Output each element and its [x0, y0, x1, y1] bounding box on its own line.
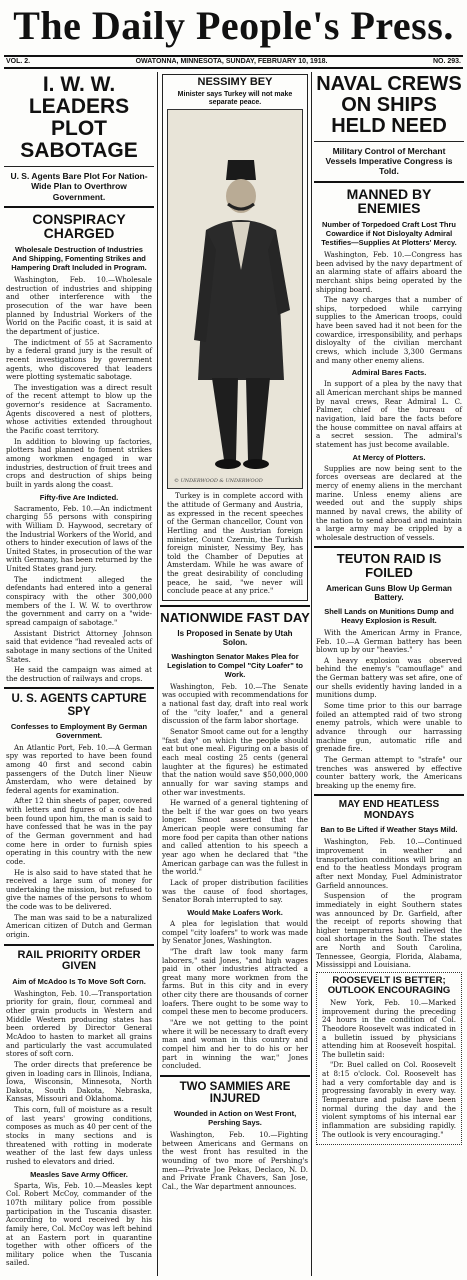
paragraph: The navy charges that a number of ships, torpedoed while carrying supplies to the American troops, could have been saved had it not been for the cowardice, irresponsibility, and perhaps disloyalty of the civilian merchant crews, which include 3,300 Germans and many other enemy aliens. [316, 295, 462, 365]
photo-feature [162, 74, 308, 601]
column-divider [157, 72, 158, 1276]
section-subhead: Would Make Loafers Work. [187, 907, 283, 917]
headline-spy: U. S. AGENTS CAPTURE SPY [11, 693, 147, 718]
article-roosevelt [322, 999, 456, 1139]
divider [314, 141, 464, 142]
masthead-rule-bottom [4, 67, 463, 69]
divider [4, 166, 154, 167]
divider [4, 687, 154, 689]
paragraph: "Dr. Buel called on Col. Roosevelt at 8:15 o'clock. Col. Roosevelt has had a very comfortable day and is progressing favorably in every way. Temperature and pulse have been normal during the day and the violent symptoms of his internal ear inflammation are subsiding rapidly. The outlook is very encouraging." [322, 1060, 456, 1139]
paragraph: Washington, Feb. 10.—The Senate was occupied with recommendations for a national fast day, draft into real work of the "city loafer," and a general discussion of the farm labor shortage. [162, 681, 308, 726]
section-subhead: Measles Save Army Officer. [30, 1169, 128, 1179]
headline-conspiracy: CONSPIRACY CHARGED [32, 210, 126, 242]
paragraph: He warned of a general tightening of the belt if the war goes on two years longer. Smoot asserted that the American people were consuming far more food per capita than other nations and called attention to his speech a year ago when he declared that "the American garbage can was the fullest in the world." [162, 798, 308, 877]
paragraph: Supplies are now being sent to the forces overseas are declared at the mercy of enemy aliens in the merchant marine. Unless enemy aliens are weeded out and the supply ships manned by naval crews, the ability of the nation to send abroad and maintain a large army may be crippled by a wholesale destruction of vessels. [316, 463, 462, 542]
portrait-illustration [168, 110, 303, 489]
headline-iww: I. W. W. LEADERS PLOT SABOTAGE [20, 73, 138, 163]
divider [314, 181, 464, 183]
paragraph: After 12 thin sheets of paper, covered with letters and figures of a code had been found upon him, the man is said to have confessed that he was in the pay of the German government and had come here in order to furnish spies operating in this country with the new code. [6, 796, 152, 866]
headline-naval: NAVAL CREWS ON SHIPS HELD NEED [316, 73, 462, 137]
article-heatless [316, 838, 462, 970]
column-divider [311, 72, 312, 1276]
headline-rail: RAIL PRIORITY ORDER GIVEN [17, 948, 141, 973]
paragraph: The investigation was a direct result of the recent attempt to blow up the governor's residence at Sacramento. Agents discovered a nest of plotters, whose activities extended throughout the Pacific coast territory. [6, 382, 152, 436]
roosevelt-box [316, 972, 462, 1145]
subhead-fast-day-2: Washington Senator Makes Plea for Legislation to Compel "City Loafer" to Work. [167, 651, 303, 679]
article-fast-day [162, 683, 308, 1071]
paragraph: Washington, Feb. 10.—Transportation priority for grain, flour, cornmeal and other grain products in Western and Middle Western producing states has been ordered by Director General McAdoo to hasten to market all grains and particularly the vast accumulated stores of soft corn. [6, 988, 152, 1059]
paragraph: Washington, Feb. 10.—Congress has been advised by the navy department of an alarming state of affairs aboard the merchant ships being operated by the shipping board. [316, 249, 462, 294]
article-sammies [162, 1131, 308, 1191]
subhead-spy: Confesses to Employment By German Government. [10, 721, 148, 740]
divider [160, 1075, 310, 1077]
subhead-sammies: Wounded in Action on West Front, Pershing Says. [173, 1109, 297, 1128]
divider [314, 794, 464, 796]
paragraph: A plea for legislation that would compel "city loafers" to work was made by Senator Jones, Washington. [162, 919, 308, 946]
dateline: OWATONNA, MINNESOTA, SUNDAY, FEBRUARY 10, 1918. [135, 58, 328, 65]
headline-nessimy: NESSIMY BEY [197, 76, 273, 88]
paragraph: Washington, Feb. 10.—Fighting between Americans and Germans on the west front has resulted in the wounding of two more of Pershing's men—Private Joe Pekas, Declaco, N. D. and Private Frank Chavers, San Jose, Cal., the War department announces. [162, 1130, 308, 1191]
masthead-info [6, 58, 461, 65]
volume-label: VOL. 2. [6, 58, 31, 65]
headline-sammies: TWO SAMMIES ARE INJURED [179, 1080, 291, 1105]
subhead-iww: U. S. Agents Bare Plot For Nation-Wide Plan to Overthrow Government. [10, 171, 148, 202]
paragraph: New York, Feb. 10.—Marked improvement during the preceding 24 hours in the condition of Col. Theodore Roosevelt was indicated in a bulletin issued by physicians attending him at Roosevelt hospital. The bulletin said: [322, 997, 456, 1059]
column-center [160, 72, 310, 1276]
subhead-manned: Number of Torpedoed Craft Lost Thru Cowardice if Not Disloyalty Admiral Testifies—Supplies At Plotters' Mercy. [321, 219, 457, 247]
divider [160, 605, 310, 607]
divider [4, 206, 154, 208]
issue-number: NO. 293. [432, 58, 461, 65]
paragraph: Some time prior to this our barrage foiled an attempted raid of two strong enemy patrols, which were unable to advance through our harrassing machine gun, automatic rifle and grenade fire. [316, 701, 462, 754]
subhead-naval: Military Control of Merchant Vessels Imperative Congress is Told. [325, 146, 453, 177]
paragraph: Lack of proper distribution facilities was the cause of food shortages, Senator Borah interrupted to say. [162, 877, 308, 905]
section-subhead: Fifty-five Are Indicted. [39, 492, 119, 502]
paragraph: Senator Smoot came out for a lengthy "fast day" on which the people should eat but one meal. Figuring on a basis of each meal costing 25 cents (general laughter at the figures) he estimated that the nation would save $50,000,000 annually for war saving stamps and other war investments. [162, 727, 308, 797]
portrait-photo [167, 109, 303, 489]
headline-fast-day: NATIONWIDE FAST DAY [160, 610, 310, 626]
subhead-teuton: American Guns Blow Up German Battery. [326, 583, 452, 603]
masthead [0, 0, 467, 70]
paragraph: Sparta, Wis, Feb. 10.—Measles kept Col. Robert McCoy, commander of the 107th military police from possible participation in the Tuscania disaster. According to word received by his family here, Col. McCoy was left behind at an Eastern port in quarantine together with other officers of the military police when the Tuscania sailed. [6, 1180, 152, 1268]
article-teuton [316, 629, 462, 791]
headline-teuton: TEUTON RAID IS FOILED [336, 551, 442, 581]
divider [4, 944, 154, 946]
article-rail [6, 990, 152, 1268]
paragraph: Washington, Feb. 10.—Wholesale destruction of industries and shipping and other interference with the prosecution of the war have been planned by Industrial Workers of the World on the Pacific coast, it is said at the department of justice. [6, 275, 152, 336]
article-naval [316, 251, 462, 543]
paragraph: Sacramento, Feb. 10.—An indictment charging 55 persons with conspiring with William D. Haywood, secretary of the Industrial Workers of the World, and others to hinder execution of laws of the United States, in prosecution of the war with Germany, has been returned by the United States grand jury. [6, 503, 152, 574]
paragraph: The order directs that preference be given in loading cars in Illinois, Indiana, Iowa, Wisconsin, Minnesota, North Dakota, South Dakota, Nebraska, Kansas, Missouri and Oklahoma. [6, 1059, 152, 1104]
paragraph: The indictment alleged the defendants had entered into a general conspiracy with the other 300,000 members of the I. W. W. to overthrow the government and carry on a "wide-spread campaign of sabotage." [6, 574, 152, 627]
subhead-teuton-2: Shell Lands on Munitions Dump and Heavy Explosion is Result. [324, 606, 454, 625]
subhead-heatless: Ban to Be Lifted if Weather Stays Mild. [320, 825, 458, 835]
subhead-nessimy: Minister says Turkey will not make separate peace. [177, 90, 293, 106]
newspaper-title: The Daily People's Press. [13, 3, 454, 48]
paragraph: Suspension of the program immediately in eight Southern states was announced by Dr. Garfield, after the receipt of reports showing that higher temperatures had relieved the coal shortage in the South. The states are North and South Carolina, Tennessee, Georgia, Florida, Alabama, Mississippi and Louisiana. [316, 891, 462, 970]
headline-heatless: MAY END HEATLESS MONDAYS [338, 799, 440, 821]
headline-manned: MANNED BY ENEMIES [346, 185, 432, 217]
masthead-rule-top [4, 55, 463, 57]
article-nessimy [167, 492, 303, 596]
article-spy [6, 744, 152, 940]
paragraph: An Atlantic Port, Feb. 10.—A German spy was reported to have been found among 40 first and second cabin passengers of the Dutch liner Nieuw Amsterdam, who were detained by federal agents for examination. [6, 742, 152, 795]
paragraph: The German attempt to "strafe" our trenches was answered by effective counter battery work, the Americans breaking up the enemy fire. [316, 754, 462, 790]
paragraph: He said the campaign was aimed at the destruction of railways and crops. [6, 665, 152, 683]
paragraph: Washington, Feb. 10.—Continued improvement in weather and transportation conditions will bring an end to the heatless Mondays program after next Monday, Fuel Administrator Garfield announces. [316, 837, 462, 890]
paragraph: The man was said to be a naturalized American citizen of Dutch and German origin. [6, 912, 152, 940]
paragraph: This corn, full of moisture as a result of last years' growing conditions, composes as much as 40 per cent of the stocks in many sections and is threatened with rotting in moderate weather of the last few days unless rushed to elevators and dried. [6, 1105, 152, 1166]
paragraph: "Are we not getting to the point where it will be necessary to draft every man and woman in this country and compel him and her to do his or her part in winning the war," Jones concluded. [162, 1018, 308, 1071]
section-subhead: At Mercy of Plotters. [352, 452, 426, 462]
divider [314, 546, 464, 548]
section-subhead: Admiral Bares Facts. [351, 368, 427, 378]
column-left [4, 72, 154, 1276]
subhead-conspiracy: Wholesale Destruction of Industries And Shipping, Fomenting Strikes and Hampering Draft Included in Program. [11, 245, 147, 273]
headline-roosevelt: ROOSEVELT IS BETTER; OUTLOOK ENCOURAGING [327, 975, 451, 997]
column-right [314, 72, 464, 1276]
paragraph: The indictment of 55 at Sacramento by a federal grand jury is the result of recent investigations by government agents, who discovered that leaders were plotting systematic sabotage. [6, 337, 152, 382]
paragraph: Turkey is in complete accord with the attitude of Germany and Austria, as expressed in the recent speeches of the German chancellor, Count von Hertling and the Austrian foreign minister, Count Czernin, the Turkish foreign minister, Nessimy Bey, has told the Chamber of Deputies at Amsterdam. While he was aware of the great desirability of concluding peace, he said, "we never will conclude peace at any price." [167, 491, 303, 596]
photo-credit: © UNDERWOOD & UNDERWOOD [174, 478, 263, 485]
paragraph: Assistant District Attorney Johnson said that evidence "had revealed acts of sabotage in many sections of the United States. [6, 628, 152, 664]
subhead-rail: Aim of McAdoo Is To Move Soft Corn. [12, 976, 146, 986]
article-iww [6, 276, 152, 683]
paragraph: He is also said to have stated that he received a large sum of money for undertaking the mission, but refused to give the names of the persons to whom the code was to be delivered. [6, 867, 152, 912]
paragraph: In addition to blowing up factories, plotters had planned to foment strikes among workmen engaged in war industries, destruction of fruit trees and crops and destruction of ships being built in yards along the coast. [6, 436, 152, 489]
subhead-fast-day: Is Proposed in Senate by Utah Solon. [177, 628, 293, 648]
paragraph: With the American Army in France, Feb. 10.—A German battery has been blown up by our "heavies." [316, 627, 462, 655]
paragraph: "The draft law took many farm laborers," said Jones, "and high wages paid in other industries attracted a great many more workmen from the farms. But in this city and in every other city there are thousands of corner loafers. There ought to be some way to compel these men to become producers. [162, 946, 309, 1017]
paragraph: A heavy explosion was observed behind the enemy's "camouflage" and the German battery was set afire, one of our shells evidently having landed in a munitions dump. [316, 655, 462, 700]
paragraph: In support of a plea by the navy that all American merchant ships be manned by naval crews, Rear Admiral L. C. Palmer, chief of the bureau of navigation, laid bare the facts before the house committee on naval affairs at a secret session. The admiral's statement has just become available. [316, 379, 462, 449]
